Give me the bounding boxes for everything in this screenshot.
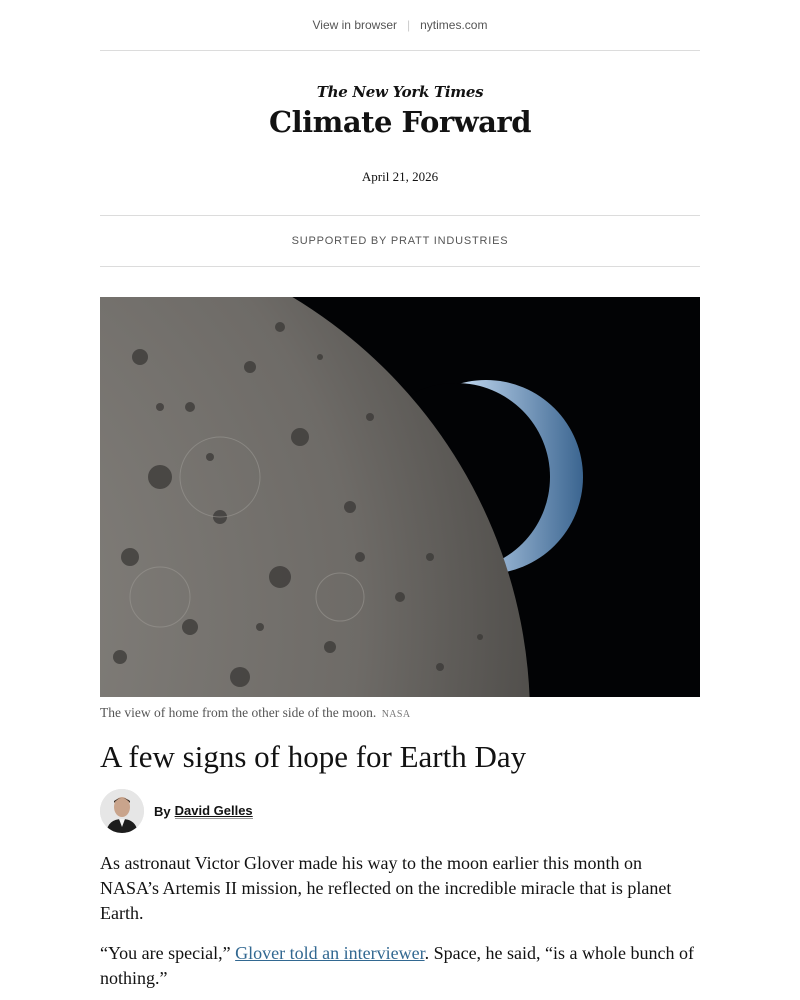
- author-portrait-icon: [100, 789, 144, 833]
- image-caption: [100, 705, 700, 721]
- newsletter-title[interactable]: Climate Forward: [269, 105, 531, 139]
- masthead: [100, 51, 700, 215]
- photo-credit: NASA: [381, 709, 411, 720]
- interview-link[interactable]: Glover told an interviewer: [235, 943, 425, 963]
- author-link[interactable]: David Gelles: [174, 803, 253, 818]
- byline-prefix: By: [154, 803, 171, 819]
- nytimes-link[interactable]: nytimes.com: [420, 18, 488, 32]
- paragraph-2-lead: “You are special,”: [100, 943, 236, 963]
- article-headline[interactable]: A few signs of hope for Earth Day: [100, 739, 527, 774]
- byline: [100, 789, 700, 833]
- issue-date: April 21, 2026: [361, 169, 439, 184]
- newsletter-container: [100, 0, 700, 991]
- view-in-browser-link[interactable]: View in browser: [312, 18, 397, 32]
- paragraph-2-tail: . Space, he said, “is a whole bunch of nothing.”: [100, 943, 694, 988]
- preheader: [100, 0, 700, 50]
- preheader-separator: |: [407, 18, 411, 32]
- paragraph-1: As astronaut Victor Glover made his way to the moon earlier this month on NASA’s Artemis II mission, he reflected on the incredible miracle that is planet Earth.: [100, 853, 672, 923]
- paragraph-2: [100, 941, 700, 991]
- moon-earth-illustration: [100, 297, 700, 697]
- sponsor-label: SUPPORTED BY PRATT INDUSTRIES: [291, 235, 509, 247]
- hero-image[interactable]: [100, 297, 700, 697]
- author-avatar: [100, 789, 144, 833]
- article-body: [100, 851, 700, 991]
- divider: [100, 266, 700, 267]
- caption-text: The view of home from the other side of the moon.: [100, 705, 377, 720]
- nyt-logo[interactable]: The New York Times: [316, 83, 484, 101]
